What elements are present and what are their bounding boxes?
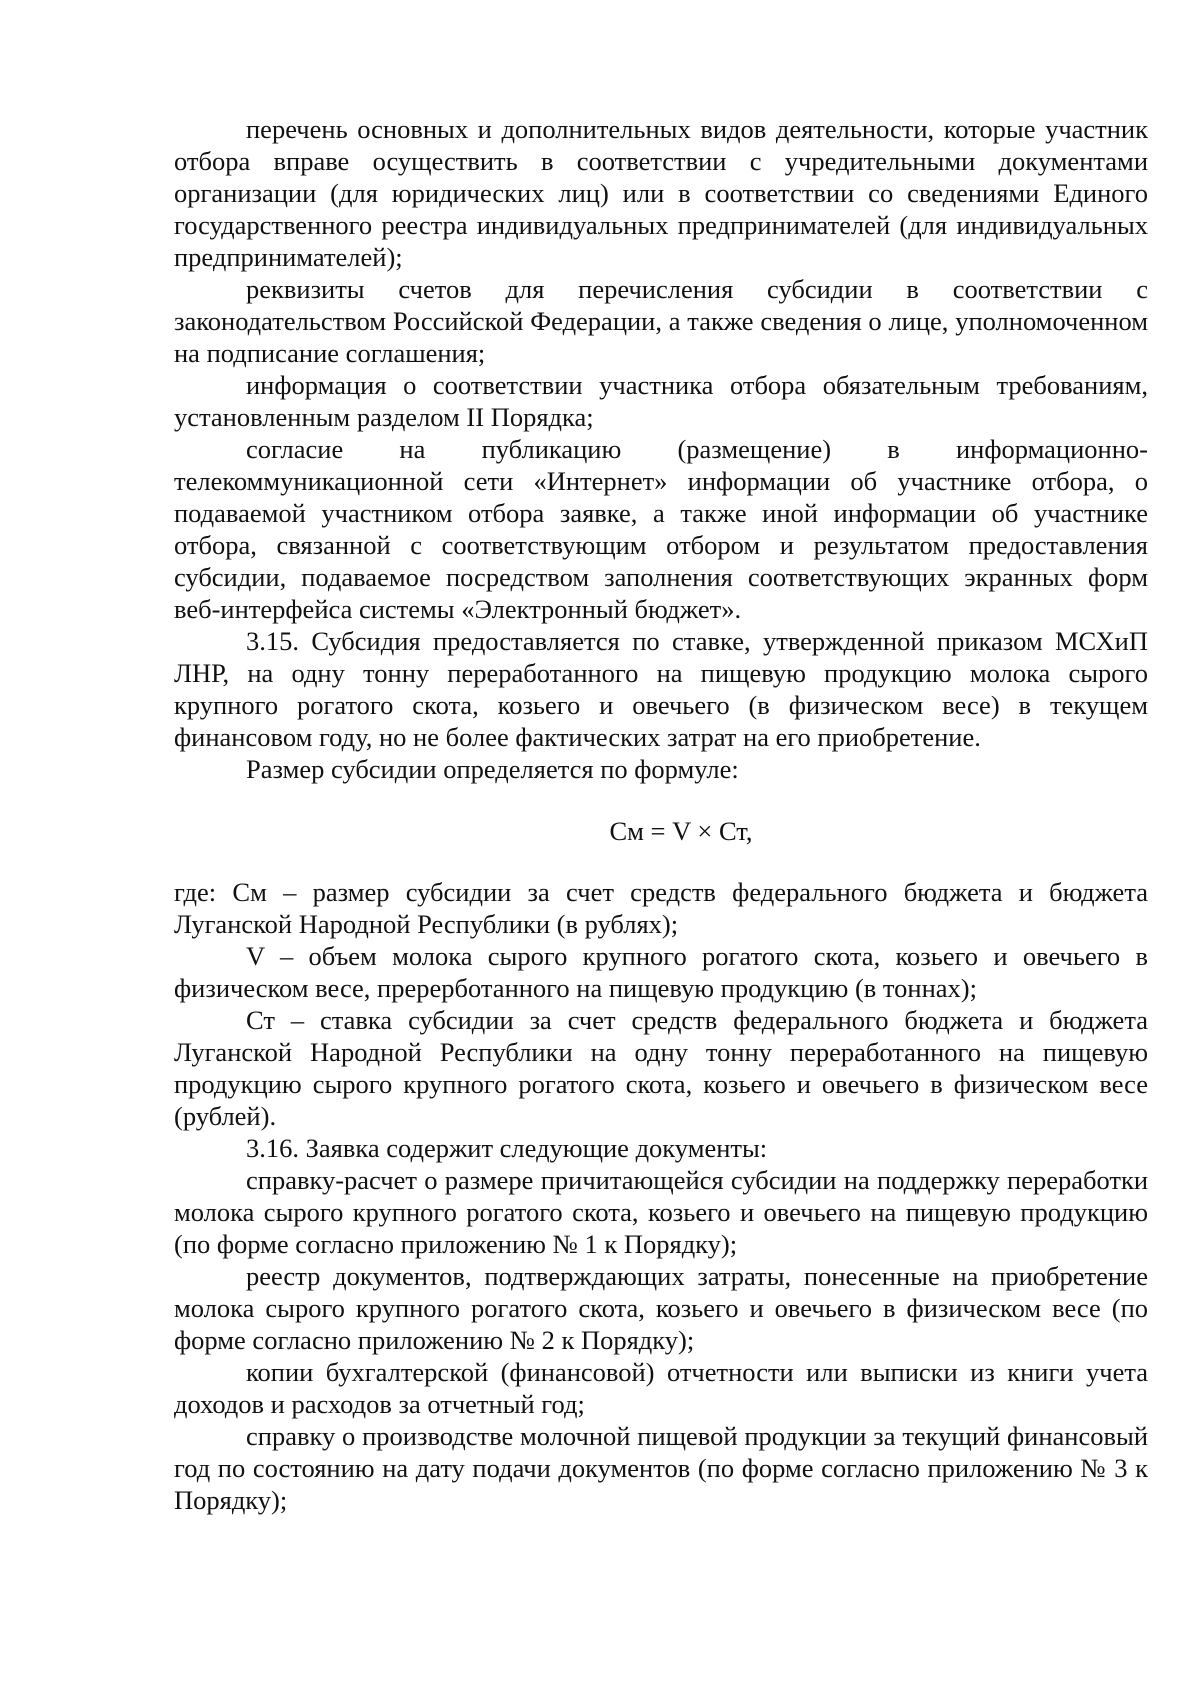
list-item-expense-register: реестр документов, подтверждающих затраты, понесенные на приобретение молока сырого крупного рогатого скота, козьего и овечьего в физическом весе (по форме согласно приложению № 2 к Порядку); — [174, 1261, 1148, 1355]
paragraph-section-3-15: 3.15. Субсидия предоставляется по ставке, утвержденной приказом МСХиП ЛНР, на одну тонну переработанного на пищевую продукцию молока сырого крупного рогатого скота, козьего и овечьего (в физическом весе) в текущем финансовом году, но не более фактических затрат на его приобретение. — [174, 626, 1148, 752]
paragraph-formula-intro: Размер субсидии определяется по формуле: — [246, 754, 739, 784]
paragraph-compliance-info: информация о соответствии участника отбора обязательным требованиям, установленным разделом II Порядка; — [174, 370, 1148, 432]
list-item-production-certificate: справку о производстве молочной пищевой продукции за текущий финансовый год по состоянию на дату подачи документов (по форме согласно приложению № 3 к Порядку); — [174, 1421, 1148, 1515]
subsidy-formula: См = V × Ст, — [609, 816, 753, 846]
paragraph-publication-consent: согласие на публикацию (размещение) в информационно-телекоммуникационной сети «Интернет» информации об участнике отбора, о подаваемой участником отбора заявке, а также иной информации об участнике отбора, связанной с соответствующим отбором и результатом предоставления субсидии, подаваемое посредством заполнения соответствующих экранных форм веб-интерфейса системы «Электронный бюджет». — [174, 434, 1148, 624]
list-item-accounting-copies: копии бухгалтерской (финансовой) отчетности или выписки из книги учета доходов и расходов за отчетный год; — [174, 1357, 1148, 1419]
definition-ct: Ст – ставка субсидии за счет средств федерального бюджета и бюджета Луганской Народной Республики на одну тонну переработанного на пищевую продукцию сырого крупного рогатого скота, козьего и овечьего в физическом весе (рублей). — [174, 1005, 1148, 1131]
paragraph-activities-list: перечень основных и дополнительных видов деятельности, которые участник отбора вправе осуществить в соответствии с учредительными документами организации (для юридических лиц) или в соответствии со сведениями Единого государственного реестра индивидуальных предпринимателей (для индивидуальных предпринимателей); — [174, 114, 1148, 272]
list-item-calculation-certificate: справку-расчет о размере причитающейся субсидии на поддержку переработки молока сырого крупного рогатого скота, козьего и овечьего на пищевую продукцию (по форме согласно приложению № 1 к Порядку); — [174, 1165, 1148, 1259]
paragraph-section-3-16: 3.16. Заявка содержит следующие документы: — [246, 1133, 768, 1163]
document-page — [174, 113, 1148, 1516]
definition-v: V – объем молока сырого крупного рогатого скота, козьего и овечьего в физическом весе, пререрботанного на пищевую продукцию (в тоннах); — [174, 941, 1148, 1003]
paragraph-bank-details: реквизиты счетов для перечисления субсидии в соответствии с законодательством Российской Федерации, а также сведения о лице, уполномоченном на подписание соглашения; — [174, 274, 1148, 368]
definition-cm: где: См – размер субсидии за счет средств федерального бюджета и бюджета Луганской Народной Республики (в рублях); — [174, 877, 1148, 939]
